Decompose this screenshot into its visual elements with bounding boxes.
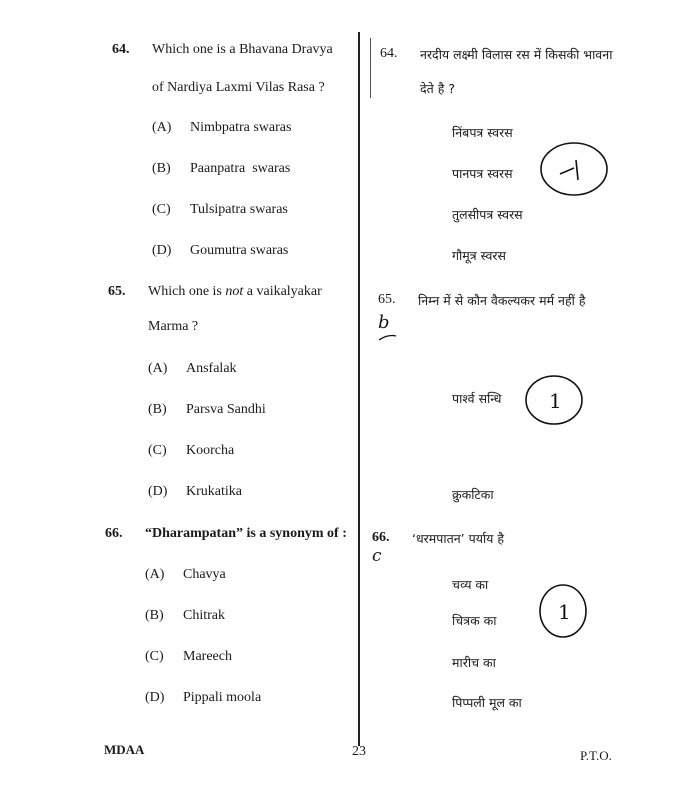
q66-option-b-letter: (B) [145,608,164,623]
q65-option-d-text: Krukatika [186,484,242,499]
q65-hi-option-d: क्रुकटिका [452,487,494,502]
q65-option-b-letter: (B) [148,402,167,417]
question-66-text: “Dharampatan” is a synonym of : [145,526,347,541]
question-65-emphasis: not [225,284,244,299]
question-64-hi-text-line2: देते है ? [420,81,455,96]
q66-hi-option-c: मारीच का [452,655,496,670]
q66-option-a-letter: (A) [145,567,165,582]
q66-handwritten-note: c [372,546,382,566]
q65-hi-option-b: पार्श्व सन्धि [452,391,502,406]
q64-option-c-text: Tulsipatra swaras [190,202,288,217]
q66-option-b-text: Chitrak [183,608,225,623]
question-66-number: 66. [105,526,123,541]
q64-option-b-letter: (B) [152,161,171,176]
q64-option-a-text: Nimbpatra swaras [190,120,292,135]
q65-handwritten-circle-mark [524,373,584,427]
q65-option-a-text: Ansfalak [186,361,237,376]
column-divider-secondary [370,38,371,98]
q64-option-a-letter: (A) [152,120,172,135]
question-64-number: 64. [112,42,130,57]
q66-hi-option-a: चव्य का [452,577,489,592]
q66-handwritten-circle-mark [538,583,588,639]
question-64-text-line2: of Nardiya Laxmi Vilas Rasa ? [152,80,325,95]
q66-hi-option-d: पिप्पली मूल का [452,695,522,710]
q65-option-a-letter: (A) [148,361,168,376]
q65-option-c-text: Koorcha [186,443,235,458]
q66-option-d-text: Pippali moola [183,690,262,705]
footer-code: MDAA [104,742,145,757]
q64-hi-option-a: निंबपत्र स्वरस [452,125,513,140]
q64-option-d-text: Goumutra swaras [190,243,289,258]
q64-option-c-letter: (C) [152,202,171,217]
q64-hi-option-b: पानपत्र स्वरस [452,166,513,181]
question-65-hi-text: निम्न में से कौन वैकल्यकर मर्म नहीं है [418,293,586,308]
question-64-hi-number: 64. [380,46,398,61]
q65-option-c-letter: (C) [148,443,167,458]
question-65-number: 65. [108,284,126,299]
q64-hi-option-c: तुलसीपत्र स्वरस [452,207,523,222]
q66-option-c-text: Mareech [183,649,232,664]
q66-hi-option-b: चित्रक का [452,613,497,628]
question-64-text-line1: Which one is a Bhavana Dravya [152,42,333,57]
question-64-hi-text-line1: नरदीय लक्ष्मी विलास रस में किसकी भावना [420,47,613,62]
q65-handwritten-note: b [378,312,390,333]
q65-option-b-text: Parsva Sandhi [186,402,266,417]
q64-option-b-text: Paanpatra swaras [190,161,291,176]
question-65-text-line2: Marma ? [148,319,199,334]
question-66-hi-text: ‘धरमपातन’ पर्याय है [412,531,505,546]
q65-option-d-letter: (D) [148,484,168,499]
q66-option-d-letter: (D) [145,690,165,705]
q64-handwritten-circle-mark [538,140,610,198]
column-divider [358,32,360,746]
page-number: 23 [352,744,366,759]
question-65-text-line1: Which one is not a vaikalyakar [148,284,322,299]
q66-option-a-text: Chavya [183,567,226,582]
question-66-hi-number: 66. [372,530,390,545]
q64-hi-option-d: गौमूत्र स्वरस [452,248,506,263]
q64-option-d-letter: (D) [152,243,172,258]
footer-pto: P.T.O. [580,748,612,763]
question-65-hi-number: 65. [378,292,396,307]
q66-handwritten-answer: 1 [558,600,571,624]
q65-handwritten-answer: 1 [549,389,562,413]
q66-option-c-letter: (C) [145,649,164,664]
q65-handwritten-underline-mark [378,332,398,342]
